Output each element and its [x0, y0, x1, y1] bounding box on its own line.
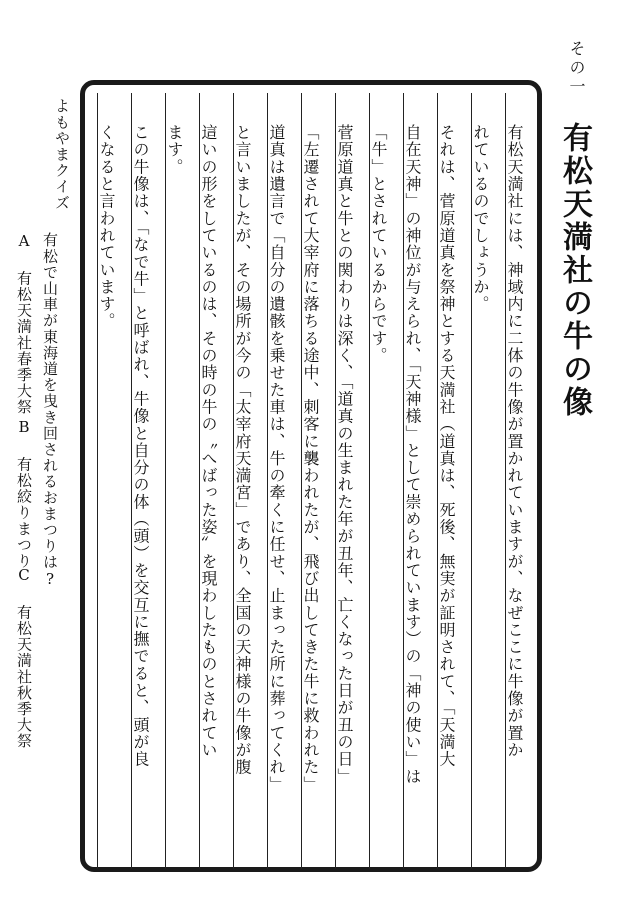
body-column: この牛像は、「なで牛」と呼ばれ、牛像と自分の体（頭）を交互に撫でると、頭が良: [131, 124, 150, 768]
page-title: 有松天満社の牛の像: [557, 122, 592, 419]
body-column: それは、菅原道真を祭神とする天満社（道真は、死後、無実が証明されて、「天満大: [437, 124, 456, 768]
body-column: 「牛」とされているからです。: [369, 124, 388, 365]
body-column: 菅原道真と牛との関わりは深く、「道真の生まれた年が丑年、亡くなった日が丑の日」: [335, 124, 354, 785]
body-column: 道真は遺言で「自分の遺骸を乗せた車は、牛の牽くに任せ、止まった所に葬ってくれ」: [267, 124, 286, 793]
part-label: その一: [567, 40, 586, 97]
quiz-question: 有松で山車が東海道を曳き回されるおまつりは?: [41, 232, 59, 590]
body-column: れているのでしょうか。: [471, 124, 490, 313]
body-column: と言いましたが、その場所が今の「太宰府天満宮」であり、全国の天神様の牛像が腹: [233, 124, 252, 776]
body-column: 「左遷されて大宰府に落ちる途中、刺客に襲われたが、飛び出してきた牛に救われた」: [301, 124, 320, 793]
quiz-option-c: C 有松天満社秋季大祭: [15, 566, 33, 750]
body-column: 有松天満社には、神域内に二体の牛像が置かれていますが、なぜここに牛像が置か: [505, 124, 524, 759]
quiz-option-b: B 有松絞りまつり: [15, 418, 33, 569]
body-column: 自在天神」の神位が与えられ、「天神様」として崇められています）の「神の使い」は: [403, 124, 422, 785]
body-column: くなると言われています。: [97, 124, 116, 330]
quiz-heading: よもやまクイズ: [53, 98, 71, 211]
body-column: 這いの形をしているのは、その時の牛の〝へばった姿〟を現わしたものとされてい: [199, 124, 218, 759]
rule-line: [165, 93, 166, 869]
body-column: ます。: [165, 124, 184, 176]
quiz-option-a: A 有松天満社春季大祭: [15, 232, 33, 416]
